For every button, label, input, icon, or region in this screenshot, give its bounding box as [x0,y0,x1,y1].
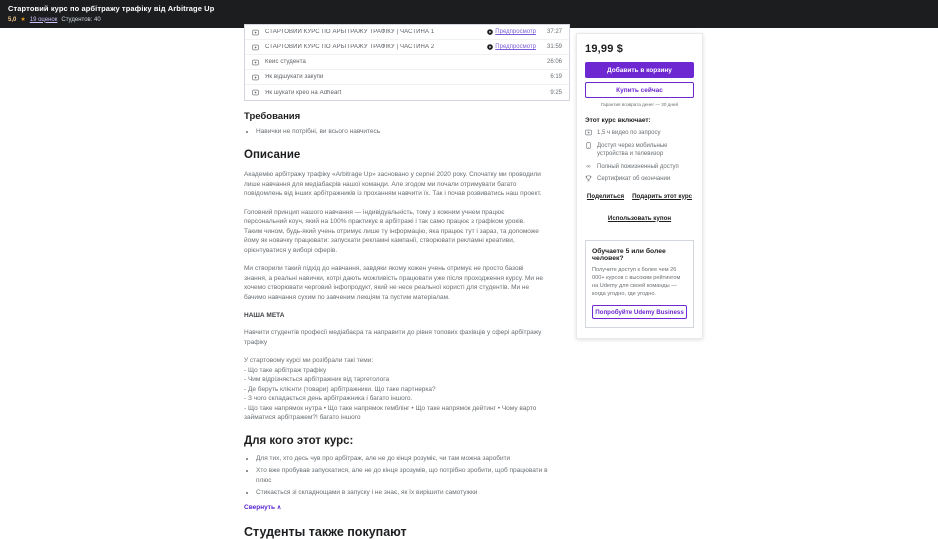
includes-label: Сертификат об окончании [597,176,671,182]
apply-coupon-link[interactable]: Использовать купон [607,214,672,222]
lecture-duration: 9:25 [550,89,562,96]
lecture-row[interactable] [245,70,569,85]
udemy-business-box [585,240,694,328]
collapse-link[interactable]: Свернуть ∧ [244,503,282,511]
students-count: Студентов: 40 [61,16,101,23]
description-paragraph: Головний принцип нашого навчання — індивідуальність, тому з кожним учнем працює персональний коуч, який на 100% практикує в арбітражі і так само працює з графіком уроків. Таким чином, будь-який учень отримує лише ту інформацію, яка працює тут і зараз, та допоможе йому як новачку працювати: запускати рекламні кампанії, створювати рекламні креативи, орієнтуватися у виборі оферів. [244,208,539,254]
description-paragraph: Ми створили такий підхід до навчання, завдяки якому кожен учень отримує не просто базові знання, а реальні навички, котрі дають можливість працювати уже після проходження курсу. Ми не хочемо створювати черговий інфопродукт, який не несе реальної користі для студентів. Ми не бачимо навчання сухим по завченим лекціям та пустим матеріалам. [244,265,544,301]
lecture-row[interactable] [245,40,569,55]
curriculum-box [244,24,570,101]
audience-list [256,454,556,498]
money-back-guarantee: Гарантия возврата денег — 30 дней [600,102,679,107]
requirements-list [256,127,570,137]
lecture-title: Як відшукати закупи [265,74,324,80]
course-title: Стартовий курс по арбітражу трафіку від Arbitrage Up [8,4,215,13]
video-lecture-icon [252,29,259,36]
add-to-cart-button[interactable]: Добавить в корзину [585,62,694,78]
includes-label: Доступ через мобильные устройства и телевизор [597,142,668,157]
play-circle-icon [487,44,493,50]
includes-item [585,175,694,184]
topic-line: - Що таке арбітраж трафіку [244,366,327,374]
video-lecture-icon [252,59,259,66]
lecture-title: СТАРТОВИЙ КУРС ПО АРБІТРАЖУ ТРАФІКУ | ЧАСТИНА 1 [265,29,435,35]
coupon-row [585,207,694,225]
description-heading: Описание [244,149,301,161]
audience-item: • Стикається зі складнощами в запуску і не знає, як їх вирішити самотужки [256,488,556,498]
audience-item: • Хто вже пробував запускатися, але не до кінця зрозумів, що потрібно зробити, щоб працювати в плюс [256,466,556,485]
includes-label: 1,5 ч видео по запросу [597,130,661,136]
topic-line: - Чим відрізняється арбітражник від таргетолога [244,376,390,383]
lecture-duration: 26:06 [546,59,562,65]
chevron-up-icon: ∧ [276,504,282,511]
business-text: Получите доступ к более чем 26 000+ курсов с высоким рейтингом на Udemy для своей команды — когда угодно, где угодно. [592,266,681,297]
lecture-row[interactable] [245,85,569,100]
lecture-title: Кейс студента [265,59,306,65]
goal-heading: НАША МЕТА [244,312,285,319]
mobile-icon [585,142,592,159]
preview-link[interactable]: Предпросмотр [487,44,536,50]
purchase-sidebar [576,33,703,339]
infinity-icon: ∞ [586,163,591,170]
share-gift-row [585,193,694,200]
lecture-duration: 6:19 [550,74,562,80]
share-link[interactable]: Поделиться [586,192,625,200]
gift-course-link[interactable]: Подарить этот курс [632,192,693,200]
rating-value: 5,0 [8,16,17,23]
lecture-title: СТАРТОВИЙ КУРС ПО АРБІТРАЖУ ТРАФІКУ | ЧАСТИНА 2 [265,44,435,50]
students-also-buy-heading: Студенты также покупают [244,524,407,539]
main-content [244,24,570,539]
topics-intro: У стартовому курсі ми розібрали такі теми: [244,357,374,364]
topic-line: - Що таке напрямок нутра • Що таке напрямок гемблінг • Що таке напрямок дейтинг • Чому варто займатися арбітражем?! багато іншого [244,404,537,421]
lecture-title: Як шукати крео на Adheart [265,89,342,96]
video-lecture-icon [252,89,259,96]
topics-list [244,356,544,423]
video-icon [585,129,592,138]
includes-item [585,129,694,138]
requirements-heading: Требования [244,111,301,122]
lecture-row[interactable] [245,25,569,40]
course-includes-list [585,129,694,184]
video-lecture-icon [252,44,259,51]
course-includes-heading: Этот курс включает: [585,117,651,124]
description-paragraph: Академію арбітражу трафіку «Arbitrage Up» засновано у серпні 2020 року. Спочатку ми проводили лише навчання для медіабаєрів нашої команди. Але згодом ми почали отримувати багато повідомлень від інших арбітражників із проханням навчити їх. Так і почав розвиватись наш проект. [244,171,542,197]
topic-line: - Де беруть клієнти (товари) арбітражники. Що таке партнерка? [244,385,436,393]
ratings-count-link[interactable]: 19 оценок [29,16,58,23]
trophy-icon [585,175,592,184]
video-lecture-icon [252,74,259,81]
buy-now-button[interactable]: Купить сейчас [585,82,694,98]
requirement-item: • Навички не потрібні, ви всього навчитесь [256,127,570,137]
lecture-duration: 31:59 [546,44,562,50]
topic-line: - З чого складається день арбітражника і багато іншого. [244,395,413,402]
includes-item [585,142,694,159]
audience-item: • Для тих, хто десь чув про арбітраж, але не до кінця розуміє, чи там можна заробити [256,454,556,464]
business-heading: Обучаете 5 или более человек? [592,247,666,262]
try-udemy-business-button[interactable]: Попробуйте Udemy Business [592,305,687,319]
lecture-duration: 37:27 [546,29,562,35]
play-circle-icon [487,29,493,35]
includes-label: Полный пожизненный доступ [597,163,679,170]
includes-item [585,163,694,172]
goal-text: Навчити студентів професії медіабаєра та направити до рівня топових фахівців у сфері арбітражу трафіку [244,329,542,346]
lecture-row[interactable] [245,55,569,70]
description-body [244,170,544,423]
price: 19,99 $ [585,43,624,55]
star-icon: ★ [20,17,26,23]
preview-link[interactable]: Предпросмотр [487,29,536,35]
course-meta [8,16,938,23]
audience-heading: Для кого этот курс: [244,434,354,447]
